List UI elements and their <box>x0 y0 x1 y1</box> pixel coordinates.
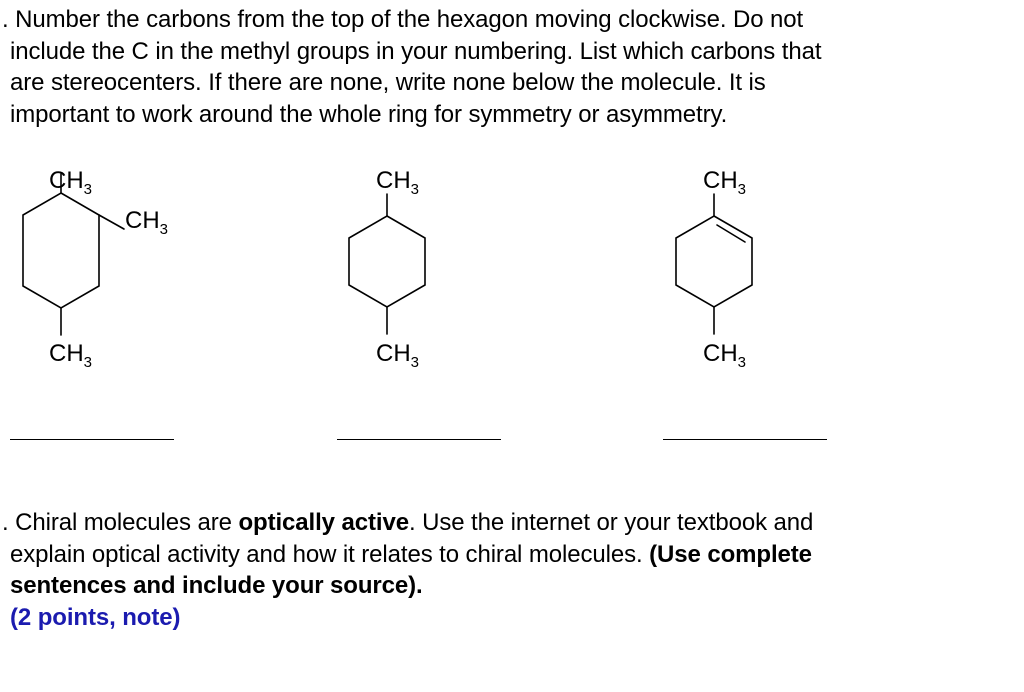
question-2-line-2-start: explain optical activity and how it relates to chiral molecules. <box>10 540 650 568</box>
question-1-line-3: are stereocenters. If there are none, write none below the molecule. It is <box>10 69 766 96</box>
question-2-line-2 <box>2 539 813 571</box>
answer-blank-2[interactable] <box>337 439 501 440</box>
question-1-line-4: important to work around the whole ring for symmetry or asymmetry. <box>10 100 728 128</box>
answer-blank-1[interactable] <box>10 439 174 440</box>
question-2-line-3: sentences and include your source). <box>10 572 423 599</box>
molecule-2-bottom-methyl: CH3 <box>376 340 420 371</box>
molecule-1-bonds <box>23 174 124 335</box>
molecule-3-double-bond <box>717 225 745 242</box>
molecule-1-side-methyl: CH3 <box>125 207 169 238</box>
points-note: (2 points, note) <box>10 603 181 631</box>
answer-blank-3[interactable] <box>663 439 827 440</box>
molecule-2-ring <box>349 216 425 307</box>
molecule-1-ring <box>23 193 99 308</box>
molecule-3-ring <box>676 216 752 307</box>
question-2-line-2-bold: (Use complete <box>649 540 812 568</box>
question-1 <box>2 4 821 130</box>
molecule-1-top-methyl: CH3 <box>49 167 93 198</box>
question-2-line-1 <box>2 507 813 539</box>
molecule-3-structure <box>620 160 820 390</box>
optically-active-term: optically active <box>238 509 409 536</box>
question-2 <box>2 507 813 633</box>
molecule-2-structure <box>300 160 500 390</box>
molecule-3-bottom-methyl: CH3 <box>703 340 747 371</box>
question-1-line-2: include the C in the methyl groups in your numbering. List which carbons that <box>10 37 822 65</box>
question-1-line-1: . Number the carbons from the top of the hexagon moving clockwise. Do not <box>2 6 804 33</box>
molecule-2-top-methyl: CH3 <box>376 167 420 198</box>
question-2-line-1-start: . Chiral molecules are <box>2 509 239 536</box>
molecule-1-side-bond <box>99 215 124 229</box>
molecule-3-top-methyl: CH3 <box>703 167 747 198</box>
question-2-line-1-end: . Use the internet or your textbook and <box>408 509 814 536</box>
molecule-1-bottom-methyl: CH3 <box>49 340 93 371</box>
molecule-3-bonds <box>676 194 752 334</box>
molecule-2-bonds <box>349 194 425 334</box>
molecule-1-structure <box>0 160 200 390</box>
